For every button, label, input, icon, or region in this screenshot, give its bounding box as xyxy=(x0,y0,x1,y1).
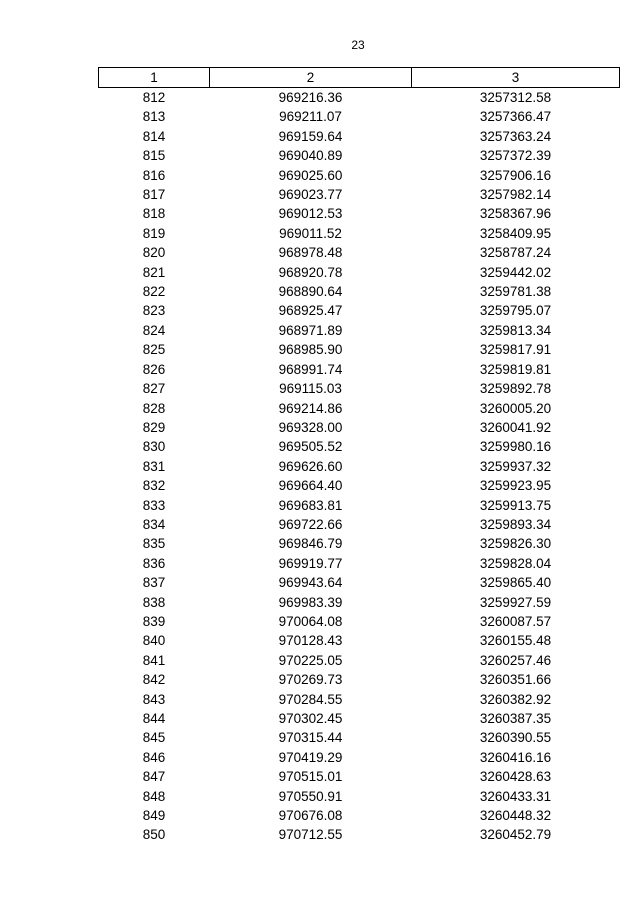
table-row xyxy=(99,282,620,301)
table-cell-col-2: 969505.52 xyxy=(278,439,343,455)
table-cell-col-3: 3259893.34 xyxy=(479,516,552,532)
table-cell-col-3: 3259819.81 xyxy=(479,361,552,377)
table-row xyxy=(99,496,620,515)
table-row xyxy=(99,437,620,456)
table-row xyxy=(99,457,620,476)
table-cell-col-1: 831 xyxy=(142,458,166,474)
table-row xyxy=(99,224,620,243)
table-cell-col-1: 839 xyxy=(142,613,166,629)
table-row xyxy=(99,631,620,650)
table-cell-col-1: 845 xyxy=(142,730,166,746)
table-cell-col-2: 970269.73 xyxy=(278,672,343,688)
table-cell-col-2: 970284.55 xyxy=(278,691,343,707)
table-cell-col-3: 3260041.92 xyxy=(479,419,552,435)
table-cell-col-1: 828 xyxy=(142,400,166,416)
table-cell-col-1: 824 xyxy=(142,322,166,338)
table-cell-col-3: 3259795.07 xyxy=(479,303,552,319)
column-header-1: 1 xyxy=(99,68,210,88)
table-cell-col-3: 3260382.92 xyxy=(479,691,552,707)
table-cell-col-3: 3260452.79 xyxy=(479,827,552,843)
column-header-3: 3 xyxy=(412,68,620,88)
table-cell-col-2: 969683.81 xyxy=(278,497,343,513)
table-cell-col-2: 969722.66 xyxy=(278,516,343,532)
table-row xyxy=(99,107,620,126)
table-cell-col-2: 969115.03 xyxy=(279,381,342,397)
table-cell-col-3: 3260428.63 xyxy=(479,769,552,785)
table-cell-col-2: 969626.60 xyxy=(278,458,343,474)
table-cell-col-2: 969011.52 xyxy=(279,225,342,241)
table-cell-col-1: 832 xyxy=(142,478,166,494)
table-cell-col-2: 968978.48 xyxy=(278,245,343,261)
table-cell-col-1: 847 xyxy=(142,769,166,785)
table-row xyxy=(99,379,620,398)
table-cell-col-3: 3259828.04 xyxy=(479,555,552,571)
table-row xyxy=(99,651,620,670)
table-row xyxy=(99,806,620,825)
table-row xyxy=(99,554,620,573)
table-cell-col-3: 3257366.47 xyxy=(479,109,552,125)
table-cell-col-1: 830 xyxy=(142,439,166,455)
table-cell-col-2: 969664.40 xyxy=(278,478,343,494)
table-cell-col-1: 822 xyxy=(142,284,166,300)
table-row xyxy=(99,534,620,553)
table-cell-col-1: 848 xyxy=(142,788,166,804)
table-cell-col-3: 3259865.40 xyxy=(479,575,552,591)
table-row xyxy=(99,709,620,728)
table-cell-col-2: 969216.36 xyxy=(278,90,343,105)
table-cell-col-2: 970550.91 xyxy=(278,788,343,804)
table-cell-col-2: 968925.47 xyxy=(278,303,343,319)
table-row xyxy=(99,748,620,767)
table-row xyxy=(99,360,620,379)
table-cell-col-3: 3260005.20 xyxy=(479,400,552,416)
table-cell-col-1: 834 xyxy=(142,516,166,532)
table-cell-col-2: 969983.39 xyxy=(278,594,343,610)
table-cell-col-1: 844 xyxy=(142,711,166,726)
table-cell-col-3: 3260387.35 xyxy=(479,711,552,726)
table-cell-col-1: 836 xyxy=(142,555,166,571)
table-cell-col-1: 849 xyxy=(142,808,166,824)
table-cell-col-1: 833 xyxy=(142,497,166,513)
table-row xyxy=(99,399,620,418)
table-cell-col-1: 819 xyxy=(142,225,166,241)
table-cell-col-3: 3260087.57 xyxy=(479,613,552,629)
page-number: 23 xyxy=(351,38,365,52)
table-cell-col-1: 816 xyxy=(142,167,166,183)
table-cell-col-3: 3258787.24 xyxy=(479,245,552,261)
table-cell-col-3: 3260155.48 xyxy=(479,633,552,649)
table-cell-col-1: 821 xyxy=(142,264,166,280)
table-cell-col-3: 3257363.24 xyxy=(479,128,552,144)
table-row xyxy=(99,767,620,786)
table-cell-col-2: 970315.44 xyxy=(278,730,343,746)
table-row xyxy=(99,728,620,747)
table-cell-col-1: 826 xyxy=(142,361,166,377)
table-cell-col-3: 3259826.30 xyxy=(479,536,552,552)
table-cell-col-2: 970128.43 xyxy=(278,633,343,649)
table-row xyxy=(99,146,620,165)
table-cell-col-1: 813 xyxy=(142,109,166,125)
table-row xyxy=(99,612,620,631)
table-cell-col-3: 3257906.16 xyxy=(479,167,552,183)
table-cell-col-2: 968971.89 xyxy=(278,322,343,338)
table-cell-col-3: 3258409.95 xyxy=(479,225,552,241)
table-cell-col-1: 850 xyxy=(142,827,166,843)
table-cell-col-1: 817 xyxy=(142,187,166,203)
table-cell-col-1: 827 xyxy=(142,381,166,397)
table-cell-col-1: 843 xyxy=(142,691,166,707)
coordinates-table xyxy=(98,67,620,845)
table-cell-col-3: 3259937.32 xyxy=(479,458,552,474)
table-cell-col-3: 3259923.95 xyxy=(479,478,552,494)
table-cell-col-2: 969012.53 xyxy=(278,206,343,222)
table-cell-col-2: 968920.78 xyxy=(278,264,343,280)
table-cell-col-1: 829 xyxy=(142,419,166,435)
table-cell-col-3: 3259913.75 xyxy=(479,497,552,513)
table-cell-col-3: 3260351.66 xyxy=(479,672,552,688)
table-row xyxy=(99,670,620,689)
table-cell-col-2: 969025.60 xyxy=(278,167,343,183)
table-cell-col-1: 825 xyxy=(142,342,166,358)
table-cell-col-3: 3260433.31 xyxy=(479,788,552,804)
table-cell-col-1: 838 xyxy=(142,594,166,610)
table-cell-col-2: 970419.29 xyxy=(278,749,343,765)
table-cell-col-1: 835 xyxy=(142,536,166,552)
table-cell-col-3: 3260390.55 xyxy=(479,730,552,746)
table-row xyxy=(99,476,620,495)
table-cell-col-2: 970302.45 xyxy=(278,711,343,726)
table-row xyxy=(99,127,620,146)
table-cell-col-3: 3258367.96 xyxy=(479,206,552,222)
table-cell-col-2: 969159.64 xyxy=(278,128,343,144)
table-row xyxy=(99,185,620,204)
table-cell-col-1: 841 xyxy=(142,652,166,668)
table-cell-col-3: 3259927.59 xyxy=(479,594,552,610)
table-cell-col-2: 969846.79 xyxy=(278,536,343,552)
table-row xyxy=(99,243,620,262)
table-cell-col-2: 968985.90 xyxy=(278,342,343,358)
table-row xyxy=(99,825,620,844)
table-cell-col-2: 969211.07 xyxy=(279,109,342,125)
table-cell-col-2: 969328.00 xyxy=(278,419,343,435)
table-cell-col-1: 846 xyxy=(142,749,166,765)
table-cell-col-2: 969919.77 xyxy=(278,555,343,571)
table-cell-col-3: 3257312.58 xyxy=(479,90,552,105)
table-body xyxy=(99,88,620,845)
table-cell-col-3: 3260416.16 xyxy=(479,749,552,765)
table-cell-col-3: 3259980.16 xyxy=(479,439,552,455)
column-header-2: 2 xyxy=(210,68,412,88)
table-cell-col-2: 969023.77 xyxy=(278,187,343,203)
table-row xyxy=(99,515,620,534)
table-cell-col-3: 3259817.91 xyxy=(479,342,552,358)
table-cell-col-2: 969943.64 xyxy=(278,575,343,591)
table-cell-col-1: 837 xyxy=(142,575,166,591)
table-cell-col-1: 842 xyxy=(142,672,166,688)
table-cell-col-3: 3259892.78 xyxy=(479,381,552,397)
table-row xyxy=(99,573,620,592)
table-cell-col-3: 3257372.39 xyxy=(479,148,552,164)
table-cell-col-2: 969040.89 xyxy=(278,148,343,164)
table-row xyxy=(99,418,620,437)
table-cell-col-1: 840 xyxy=(142,633,166,649)
table-cell-col-1: 820 xyxy=(142,245,166,261)
table-cell-col-1: 818 xyxy=(142,206,166,222)
table-cell-col-2: 968890.64 xyxy=(278,284,343,300)
table-row xyxy=(99,340,620,359)
table-cell-col-3: 3257982.14 xyxy=(479,187,552,203)
table-cell-col-2: 970064.08 xyxy=(278,613,343,629)
table-cell-col-2: 970712.55 xyxy=(278,827,343,843)
table-cell-col-3: 3259813.34 xyxy=(479,322,552,338)
table-cell-col-3: 3259781.38 xyxy=(479,284,552,300)
table-cell-col-1: 823 xyxy=(142,303,166,319)
table-cell-col-1: 814 xyxy=(142,128,166,144)
table-row xyxy=(99,263,620,282)
table-cell-col-2: 970225.05 xyxy=(278,652,343,668)
table-cell-col-2: 970676.08 xyxy=(278,808,343,824)
table-row xyxy=(99,301,620,320)
table-cell-col-3: 3260448.32 xyxy=(479,808,552,824)
table-row xyxy=(99,787,620,806)
table-row xyxy=(99,204,620,223)
table-row xyxy=(99,88,620,108)
table-row xyxy=(99,321,620,340)
table-cell-col-2: 968991.74 xyxy=(278,361,343,377)
table-row xyxy=(99,593,620,612)
table-cell-col-1: 815 xyxy=(142,148,166,164)
table-cell-col-3: 3259442.02 xyxy=(479,264,552,280)
table-row xyxy=(99,166,620,185)
table-cell-col-2: 970515.01 xyxy=(278,769,343,785)
table-row xyxy=(99,690,620,709)
table-cell-col-1: 812 xyxy=(142,90,166,105)
table-header-row xyxy=(99,68,620,88)
table-cell-col-2: 969214.86 xyxy=(278,400,343,416)
table-cell-col-3: 3260257.46 xyxy=(479,652,552,668)
